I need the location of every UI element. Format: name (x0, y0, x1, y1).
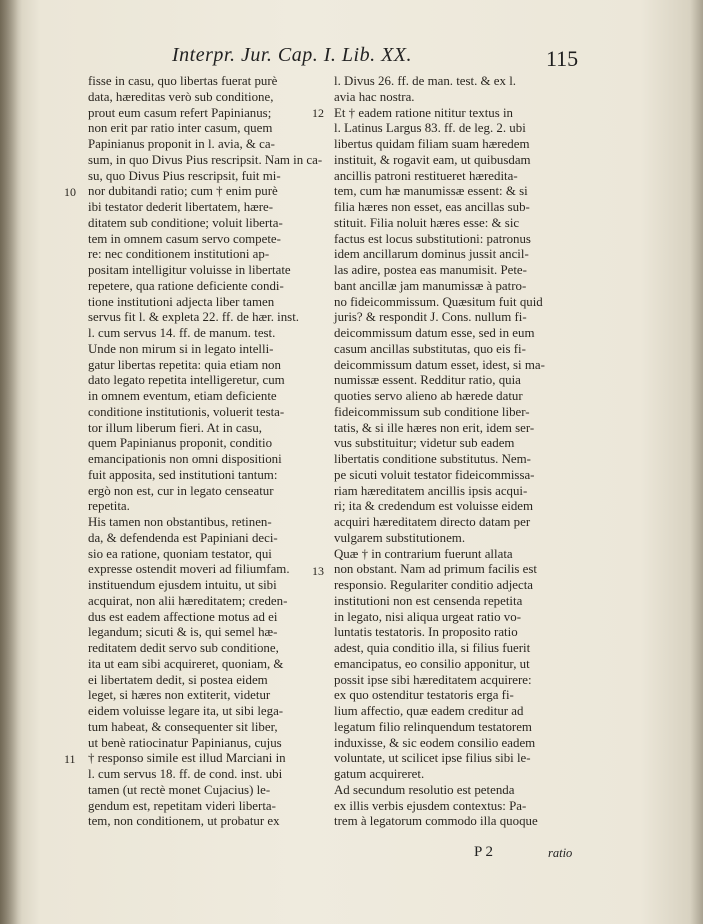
text-line: vus substituitur; videtur sub eadem (334, 436, 515, 451)
text-line: ex illis verbis ejusdem contextus: Pa- (334, 798, 527, 813)
text-line: quem Papinianus proponit, conditio (88, 436, 273, 451)
text-line: stituit. Filia noluit hæres esse: & sic (334, 215, 520, 230)
text-line: institutioni non est censenda repetita (334, 593, 523, 608)
text-line: filia hæres non esset, eas ancillas sub- (334, 200, 530, 214)
text-line: servus fit l. & expleta 22. ff. de hær. inst. (88, 310, 299, 325)
text-line: riam hæreditatem ancillis ipsis acqui- (334, 483, 528, 498)
text-line: conditione institutionis, voluerit testa- (88, 404, 285, 419)
text-line: positam intelligitur voluisse in libertate (88, 263, 291, 277)
text-line: dato legato repetita intelligeretur, cum (88, 373, 285, 388)
text-line: in omnem eventum, etiam deficiente (88, 389, 277, 403)
text-line: ancillis patroni restitueret hæredita- (334, 168, 518, 183)
text-line: tatis, & si ille hæres non erit, idem ser- (334, 420, 535, 435)
text-line: su, quo Divus Pius rescripsit, fuit mi- (88, 168, 281, 183)
text-line: ditatem sub conditione; voluit liberta- (88, 215, 283, 230)
text-line: ergò non est, cur in legato censeatur (88, 483, 274, 498)
text-line: † responso simile est illud Marciani in (88, 751, 286, 766)
text-line: sum, in quo Divus Pius rescripsit. Nam in ca- (88, 152, 323, 167)
text-line: expresse ostendit moveri ad filiumfam. (88, 562, 290, 577)
text-line: acquirat, non alii hæreditatem; creden- (88, 593, 288, 608)
text-line: non obstant. Nam ad primum facilis est (334, 562, 537, 577)
text-line: numissæ essent. Redditur ratio, quia (334, 373, 521, 388)
text-line: tor illum liberum fieri. At in casu, (88, 420, 262, 435)
text-line: ut benè ratiocinatur Papinianus, cujus (88, 735, 282, 750)
text-line: l. Divus 26. ff. de man. test. & ex l. (334, 74, 516, 88)
gutter-shadow (0, 0, 22, 924)
text-line: juris? & respondit J. Cons. nullum fi- (334, 310, 527, 325)
marginal-number-12: 12 (312, 106, 324, 120)
text-line: Papinianus proponit in l. avia, & ca- (88, 137, 275, 151)
text-line: sio ea ratione, quoniam testator, qui (88, 546, 272, 561)
text-line: libertus quidam filiam suam hæredem (334, 137, 530, 151)
text-line: gatur libertas repetita: quia etiam non (88, 357, 281, 372)
text-line: eidem voluisse legare ita, ut sibi lega- (88, 704, 284, 718)
text-line: deicommissum datum esset, idest, si ma- (334, 357, 545, 372)
signature-mark: P 2 (474, 844, 494, 860)
marginal-number-13: 13 (312, 564, 324, 578)
text-line: instituit, & rogavit eam, ut quibusdam (334, 152, 531, 167)
text-line: l. Latinus Largus 83. ff. de leg. 2. ubi (334, 121, 526, 136)
text-line: legatum filio relinquendum testatorem (334, 719, 532, 734)
text-line: pe sicuti voluit testator fideicommissa- (334, 467, 535, 482)
page-number: 115 (546, 46, 579, 71)
text-line: emancipatus, eo consilio apponitur, ut (334, 656, 530, 671)
text-line: instituendum ejusdem intuitu, ut sibi (88, 578, 277, 592)
text-line: reditatem dedit servo sub conditione, (88, 641, 279, 655)
text-line: prout eum casum refert Papinianus; (88, 105, 272, 120)
text-line: Quæ † in contrarium fuerunt allata (334, 546, 513, 561)
text-line: repetere, qua ratione deficiente condi- (88, 278, 284, 293)
text-line: His tamen non obstantibus, retinen- (88, 515, 272, 529)
text-line: dus est eadem affectione motus ad ei (88, 609, 278, 624)
text-line: casum ancillas substitutas, quo eis fi- (334, 341, 526, 356)
text-line: l. cum servus 18. ff. de cond. inst. ubi (88, 767, 283, 781)
text-line: gendum est, repetitam videri liberta- (88, 798, 276, 813)
text-line: da, & defendenda est Papiniani deci- (88, 530, 278, 545)
text-line: in legato, nisi aliqua urgeat ratio vo- (334, 609, 521, 624)
text-line: vulgarem substitutionem. (334, 530, 466, 545)
text-line: tamen (ut rectè monet Cujacius) le- (88, 782, 271, 797)
text-line: las adire, postea eas manumisit. Pete- (334, 263, 527, 277)
text-line: responsio. Regulariter conditio adjecta (334, 578, 534, 592)
text-line: legandum; sicuti & is, qui semel hæ- (88, 625, 278, 640)
text-line: leget, si hæres non extiterit, videtur (88, 688, 271, 703)
text-line: quoties servo alieno ab hærede datur (334, 389, 523, 403)
text-line: possit ipse sibi hæreditatem acquirere: (334, 672, 532, 687)
text-line: ri; ita & credendum est voluisse eidem (334, 499, 534, 514)
text-line: tem, cum hæ manumissæ essent: & si (334, 184, 528, 199)
text-line: re: nec conditionem institutioni ap- (88, 247, 270, 262)
text-line: no fideicommissum. Quæsitum fuit quid (334, 294, 543, 309)
text-line: ita ut eam sibi acquireret, quoniam, & (88, 656, 284, 671)
text-line: nor dubitandi ratio; cum † enim purè (88, 184, 278, 199)
text-line: data, hæreditas verò sub conditione, (88, 89, 274, 104)
text-line: Et † eadem ratione nititur textus in (334, 105, 513, 120)
text-line: gatum acquireret. (334, 767, 425, 781)
text-line: induxisse, & sic eodem consilio eadem (334, 735, 536, 750)
running-title: Interpr. Jur. Cap. I. Lib. XX. (172, 44, 412, 66)
text-line: lium affectio, quæ eadem creditur ad (334, 704, 524, 718)
text-line: bant ancillæ jam manumissæ à patro- (334, 278, 527, 293)
catchword: ratio (548, 846, 573, 860)
text-line: ex quo ostenditur testatoris erga fi- (334, 688, 514, 703)
text-line: l. cum servus 14. ff. de manum. test. (88, 326, 276, 340)
text-line: libertatis conditione substitutus. Nem- (334, 452, 531, 466)
text-line: idem ancillarum dominus jussit ancil- (334, 247, 529, 262)
text-line: avia hac nostra. (334, 89, 415, 104)
text-line: emancipationis non omni dispositioni (88, 452, 282, 466)
text-line: deicommissum datum esse, sed in eum (334, 326, 535, 340)
text-line: factus est locus substitutioni: patronus (334, 231, 531, 246)
text-line: luntatis testatoris. In proposito ratio (334, 625, 518, 640)
text-line: fuit apposita, sed institutioni tantum: (88, 467, 278, 482)
left-column (88, 74, 330, 830)
text-line: fideicommissum sub conditione liber- (334, 404, 530, 419)
text-line: trem à legatorum commodo illa quoque (334, 814, 538, 829)
text-line: ei libertatem dedit, si postea eidem (88, 672, 268, 687)
text-line: non erit par ratio inter casum, quem (88, 121, 273, 136)
text-line: fisse in casu, quo libertas fuerat purè (88, 74, 278, 88)
text-line: voluntate, ut scilicet ipse filius sibi le- (334, 751, 531, 766)
text-line: tione institutioni adjecta liber tamen (88, 294, 275, 309)
text-line: ibi testator dederit libertatem, hære- (88, 200, 274, 214)
text-line: repetita. (88, 499, 130, 514)
marginal-number-10: 10 (64, 185, 76, 199)
text-line: acquiri hæreditatem directo datam per (334, 515, 531, 529)
text-line: tem, non conditionem, ut probatur ex (88, 814, 280, 829)
text-line: tem in omnem casum servo compete- (88, 231, 281, 246)
right-column (334, 74, 598, 830)
text-line: tum habeat, & consequenter sit liber, (88, 719, 278, 734)
text-line: adest, quia conditio illa, si filius fuerit (334, 641, 531, 655)
text-line: Unde non mirum si in legato intelli- (88, 341, 274, 356)
text-line: Ad secundum resolutio est petenda (334, 782, 515, 797)
marginal-number-11: 11 (64, 752, 76, 766)
